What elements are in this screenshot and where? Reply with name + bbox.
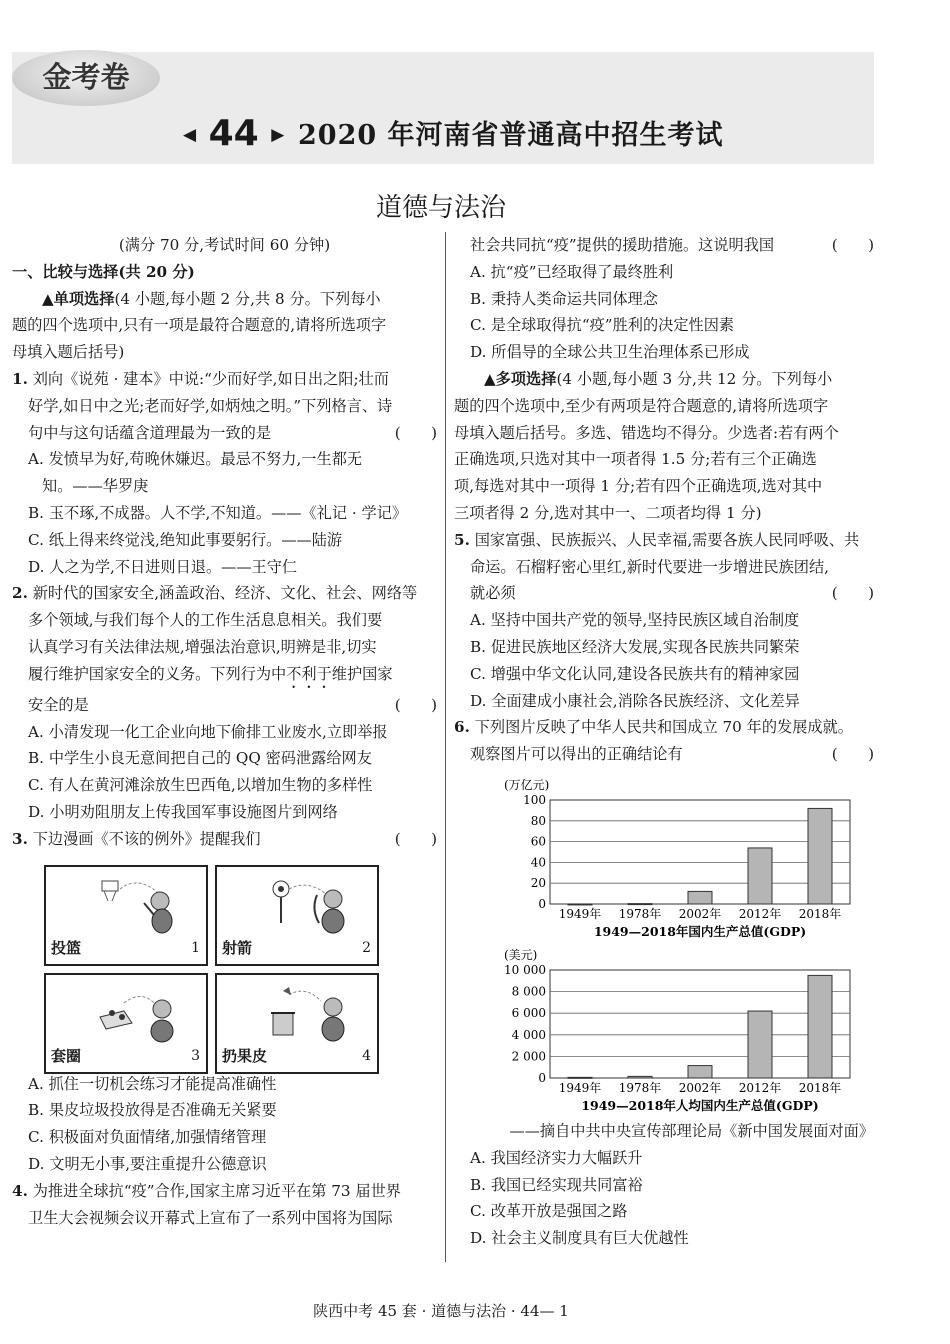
question-4-stem: 社会共同抗“疫”提供的援助措施。这说明我国 ( ) xyxy=(454,232,874,259)
answer-blank[interactable]: ( ) xyxy=(831,236,874,254)
option-d: D. 人之为学,不日进则日退。——王守仁 xyxy=(28,557,298,576)
y-tick-label: 40 xyxy=(530,855,546,870)
exam-info: (满分 70 分,考试时间 60 分钟) xyxy=(118,236,331,254)
option-d: D. 小明劝阻朋友上传我国军事设施图片到网络 xyxy=(28,802,338,821)
cartoon-panel-1 xyxy=(44,865,208,966)
logo: 金考卷 xyxy=(12,50,160,106)
question-4-stem: 卫生大会视频会议开幕式上宣布了一系列中国将为国际 xyxy=(28,1208,393,1227)
option-c: C. 改革开放是强国之路 xyxy=(470,1202,628,1221)
bar xyxy=(568,1077,592,1078)
multi-intro-line: 三项者得 2 分,选对其中一、二项者均得 1 分) xyxy=(454,503,762,522)
y-tick-label: 8 000 xyxy=(511,984,546,999)
chart-title: 1949—2018年国内生产总值(GDP) xyxy=(593,923,807,939)
x-tick-label: 2012年 xyxy=(738,906,782,921)
y-axis-label: (美元) xyxy=(504,947,538,962)
paper-number-value: 44 xyxy=(208,113,259,154)
question-stem: 认真学习有关法律法规,增强法治意识,明辨是非,切实 xyxy=(28,637,377,656)
gdp-charts xyxy=(454,768,874,1118)
panel-number: 2 xyxy=(362,939,371,956)
multi-intro-line: 项,每选对其中一项得 1 分;若有四个正确选项,选对其中 xyxy=(454,477,823,496)
chart-source: ——摘自中共中央宣传部理论局《新中国发展面对面》 xyxy=(509,1121,874,1140)
y-tick-label: 0 xyxy=(538,896,546,911)
multi-intro-line: 母填入题后括号。多选、错选均不得分。少选者:若有两个 xyxy=(454,423,839,442)
option-b: B. 促进民族地区经济大发展,实现各民族共同繁荣 xyxy=(470,637,800,656)
y-tick-label: 4 000 xyxy=(511,1027,546,1042)
option-a: A. 发愤早为好,苟晚休嫌迟。最忌不努力,一生都无 xyxy=(28,450,363,469)
single-intro-line: 母填入题后括号) xyxy=(12,343,125,362)
option-a: A. 我国经济实力大幅跃升 xyxy=(470,1148,643,1167)
litter-throw-cartoon-icon xyxy=(269,983,359,1045)
single-intro-line: ▲单项选择(4 小题,每小题 2 分,共 8 分。下列每小 xyxy=(42,289,381,308)
y-tick-label: 20 xyxy=(530,876,546,891)
gdp-bar-chart xyxy=(494,776,864,944)
panel-label: 套圈 xyxy=(51,1046,82,1065)
answer-blank[interactable]: ( ) xyxy=(394,695,437,714)
option-d: D. 全面建成小康社会,消除各民族经济、文化差异 xyxy=(470,691,800,710)
bar xyxy=(688,891,712,904)
option-a-cont: 知。——华罗庚 xyxy=(42,477,149,496)
left-column xyxy=(12,232,437,1231)
left-arrow-icon: ◀ xyxy=(183,125,197,145)
x-tick-label: 2018年 xyxy=(798,1080,842,1095)
chart-title: 1949—2018年人均国内生产总值(GDP) xyxy=(581,1097,819,1113)
multi-intro-line: 题的四个选项中,至少有两项是符合题意的,请将所选项字 xyxy=(454,396,829,415)
paper-number xyxy=(183,110,284,159)
option-c: C. 有人在黄河滩涂放生巴西龟,以增加生物的多样性 xyxy=(28,776,373,795)
y-tick-label: 0 xyxy=(538,1070,546,1085)
panel-number: 3 xyxy=(191,1047,200,1064)
bar xyxy=(628,904,652,905)
multi-intro-label: ▲多项选择 xyxy=(484,369,557,388)
question-stem: 命运。石榴籽密心里红,新时代要进一步增进民族团结, xyxy=(470,557,829,576)
option-b: B. 中学生小良无意间把自己的 QQ 密码泄露给网友 xyxy=(28,749,372,768)
bar xyxy=(568,904,592,905)
question-stem: 多个领域,与我们每个人的工作生活息息相关。我们要 xyxy=(28,611,383,630)
ring-toss-cartoon-icon xyxy=(98,983,188,1045)
cartoon-panel-4 xyxy=(215,973,379,1074)
y-tick-label: 80 xyxy=(530,813,546,828)
panel-label: 扔果皮 xyxy=(222,1046,268,1065)
panel-label: 投篮 xyxy=(51,938,82,957)
y-axis-label: (万亿元) xyxy=(504,777,550,792)
plot-frame xyxy=(550,800,850,904)
question-stem: 6. 下列图片反映了中华人民共和国成立 70 年的发展成就。 xyxy=(454,718,853,737)
multi-intro-line: 正确选项,只选对其中一项者得 1.5 分;若有三个正确选 xyxy=(454,450,817,469)
option-d: D. 所倡导的全球公共卫生治理体系已形成 xyxy=(470,343,750,362)
option-d: D. 社会主义制度具有巨大优越性 xyxy=(470,1229,689,1248)
question-stem: 3. 下边漫画《不该的例外》提醒我们 ( ) xyxy=(12,826,437,853)
multi-intro-line: ▲多项选择(4 小题,每小题 3 分,共 12 分。下列每小 xyxy=(484,369,833,388)
emphasis-text: 不利于 xyxy=(286,664,332,683)
page-footer: 陕西中考 45 套 · 道德与法治 · 44— 1 xyxy=(313,1302,569,1320)
y-tick-label: 6 000 xyxy=(511,1006,546,1021)
x-tick-label: 1949年 xyxy=(558,1080,602,1095)
option-b: B. 我国已经实现共同富裕 xyxy=(470,1175,643,1194)
bar xyxy=(748,848,772,904)
x-tick-label: 1949年 xyxy=(558,906,602,921)
bar xyxy=(688,1066,712,1078)
y-tick-label: 100 xyxy=(523,792,546,807)
answer-blank[interactable]: ( ) xyxy=(394,423,437,442)
right-column xyxy=(454,232,874,1252)
question-stem: 履行维护国家安全的义务。下列行为中不利于维护国家 xyxy=(28,664,393,683)
option-d: D. 文明无小事,要注重提升公德意识 xyxy=(28,1154,267,1173)
x-tick-label: 1978年 xyxy=(618,1080,662,1095)
single-intro-label: ▲单项选择 xyxy=(42,289,115,308)
right-arrow-icon: ▶ xyxy=(271,125,285,145)
option-c: C. 是全球取得抗“疫”胜利的决定性因素 xyxy=(470,316,735,335)
section-title: 一、比较与选择(共 20 分) xyxy=(12,262,195,281)
question-stem: 就必须 ( ) xyxy=(454,580,874,607)
y-tick-label: 10 000 xyxy=(504,962,546,977)
plot-frame xyxy=(550,970,850,1078)
y-tick-label: 2 000 xyxy=(511,1049,546,1064)
subject-title: 道德与法治 xyxy=(375,193,506,223)
basketball-cartoon-icon xyxy=(98,875,188,937)
option-a: A. 小清发现一化工企业向地下偷排工业废水,立即举报 xyxy=(28,722,388,741)
x-tick-label: 2012年 xyxy=(738,1080,782,1095)
question-stem: 安全的是 ( ) xyxy=(12,692,437,719)
bar xyxy=(628,1076,652,1078)
bar xyxy=(808,975,832,1078)
option-c: C. 增强中华文化认同,建设各民族共有的精神家园 xyxy=(470,664,800,683)
question-6 xyxy=(454,714,874,1252)
option-c: C. 积极面对负面情绪,加强情绪管理 xyxy=(28,1128,267,1147)
single-intro-line: 题的四个选项中,只有一项是最符合题意的,请将所选项字 xyxy=(12,316,387,335)
exam-title: 2020 年河南省普通高中招生考试 xyxy=(298,120,724,151)
option-b: B. 秉持人类命运共同体理念 xyxy=(470,289,658,308)
question-2 xyxy=(12,580,437,825)
question-stem: 2. 新时代的国家安全,涵盖政治、经济、文化、社会、网络等 xyxy=(12,584,418,603)
answer-blank[interactable]: ( ) xyxy=(831,745,874,764)
answer-blank[interactable]: ( ) xyxy=(394,829,437,848)
y-tick-label: 60 xyxy=(530,834,546,849)
panel-number: 4 xyxy=(362,1047,371,1064)
question-3 xyxy=(12,826,437,1178)
cartoon-panel-2 xyxy=(215,865,379,966)
x-tick-label: 2002年 xyxy=(678,1080,722,1095)
cartoon-grid xyxy=(12,853,437,1071)
gdp-per-capita-bar-chart xyxy=(494,946,864,1118)
option-a: A. 坚持中国共产党的领导,坚持民族区域自治制度 xyxy=(470,611,800,630)
question-stem: 好学,如日中之光;老而好学,如炳烛之明。”下列格言、诗 xyxy=(28,396,393,415)
question-1 xyxy=(12,366,437,580)
column-divider xyxy=(445,232,446,1262)
x-tick-label: 2002年 xyxy=(678,906,722,921)
question-5 xyxy=(454,527,874,715)
bar xyxy=(808,808,832,904)
question-4-stem: 4. 为推进全球抗“疫”合作,国家主席习近平在第 73 届世界 xyxy=(12,1181,401,1200)
question-stem: 1. 刘向《说苑 · 建本》中说:“少而好学,如日出之阳;壮而 xyxy=(12,369,389,388)
answer-blank[interactable]: ( ) xyxy=(831,584,874,603)
option-a: A. 抓住一切机会练习才能提高准确性 xyxy=(28,1074,277,1093)
x-tick-label: 2018年 xyxy=(798,906,842,921)
archery-cartoon-icon xyxy=(269,875,359,937)
panel-label: 射箭 xyxy=(222,938,253,957)
option-b: B. 果皮垃圾投放得是否准确无关紧要 xyxy=(28,1101,277,1120)
x-tick-label: 1978年 xyxy=(618,906,662,921)
cartoon-panel-3 xyxy=(44,973,208,1074)
question-stem: 5. 国家富强、民族振兴、人民幸福,需要各族人民同呼吸、共 xyxy=(454,530,860,549)
option-c: C. 纸上得来终觉浅,绝知此事要躬行。——陆游 xyxy=(28,530,343,549)
bar xyxy=(748,1011,772,1078)
question-stem: 观察图片可以得出的正确结论有 ( ) xyxy=(454,741,874,768)
question-stem: 句中与这句话蕴含道理最为一致的是 ( ) xyxy=(12,420,437,447)
option-a: A. 抗“疫”已经取得了最终胜利 xyxy=(470,262,674,281)
option-b: B. 玉不琢,不成器。人不学,不知道。——《礼记 · 学记》 xyxy=(28,503,408,522)
panel-number: 1 xyxy=(191,939,200,956)
